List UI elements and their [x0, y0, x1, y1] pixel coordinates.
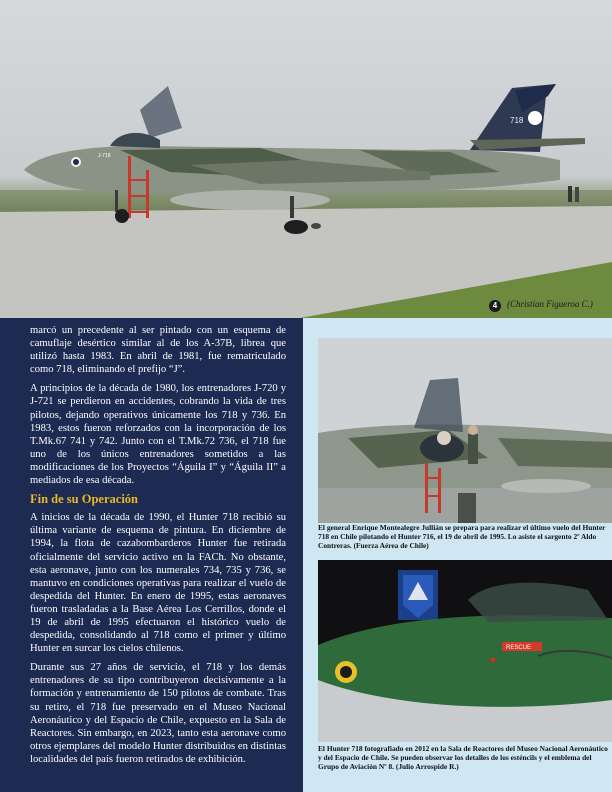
tail-code: 718 — [510, 116, 524, 125]
paragraph: Durante sus 27 años de servicio, el 718 y los demás entrenadores de su tipo contribuyeron decisivamente a la formación y entrenamiento de 150 pilotos de combate. Tras su retiro, el 718 fue preservado en el Museo Nacional Aeronáutico y del Espacio de Chile, expuesto en la Sala de Reactores. Sin embargo, en 2023, tanto esta aeronave como otros ejemplares del modelo Hunter distribuidos en distintas localidades del país fueron retirados de exhibición. — [30, 662, 286, 765]
hero-photo-hunter-718 — [0, 0, 612, 318]
stencil-rescue: RESCUE — [506, 645, 532, 651]
photo-credit: (Christian Figueroa C.) — [507, 299, 593, 309]
paragraph: A principios de la década de 1980, los entrenadores J-720 y J-721 se perdieron en accidentes, cobrando la vida de tres pilotos, dejando operativos únicamente los 718 y 736. En 1983, estos fueron reforzados con la incorporación de los T.Mk.67 741 y 742. Junto con el T.Mk.72 736, el 718 fue uno de los únicos entrenadores sometidos a las modificaciones de los Proyectos “Águila I” y “Águila II” a mediados de esa década. — [30, 383, 286, 487]
museum-photo-illustration — [318, 560, 612, 742]
photo-number-badge: 4 — [489, 300, 501, 312]
paragraph: marcó un precedente al ser pintado con un esquema de camuflaje desértico similar al de los A-37B, librea que utilizó hasta 1983. En abril de 1981, fue rematriculado como 718, eliminando el prefijo “J”. — [30, 325, 286, 376]
nose-code: J-718 — [98, 153, 111, 159]
paragraph: A inicios de la década de 1990, el Hunter 718 recibió su última variante de esquema de pintura. En diciembre de 1994, la flota de cazabombarderos Hunter fue retirada oficialmente del servicio activo en la FACh. No obstante, esta aeronave, junto con los numerales 734, 735 y 736, se mantuvo en condiciones operativas para realizar el vuelo de despedida del Hunter. En enero de 1995, estas aeronaves fueron trasladadas a la Base Aérea Los Cerrillos, donde el 19 de abril de 1995 efectuaron el histórico vuelo de despedida, consolidando al 718 como el primer y último Hunter en surcar los cielos chilenos. — [30, 512, 286, 655]
section-heading: Fin de su Operación — [30, 492, 138, 507]
cockpit-photo-illustration — [318, 338, 612, 523]
photo-museum-hunter-718 — [318, 560, 612, 742]
photo-caption: El Hunter 718 fotografiado en 2012 en la Sala de Reactores del Museo Nacional Aeronáutico y del Espacio de Chile. Se pueden observar los detalles de los esténcils y el emblema del Grupo de Aviación Nº 8. (Julio Arrospide R.) — [318, 744, 608, 772]
photo-caption-column — [303, 318, 612, 792]
hunter-aircraft-illustration — [0, 0, 612, 318]
photo-caption: El general Enrique Montealegre Jullián se prepara para realizar el último vuelo del Hunter 718 en Chile pilotando el Hunter 716, el 19 de abril de 1995. Lo asiste el sargento 2º Aldo Contreras. (Fuerza Aérea de Chile) — [318, 523, 606, 551]
article-text-column — [0, 318, 303, 792]
photo-cockpit-farewell-flight — [318, 338, 612, 523]
